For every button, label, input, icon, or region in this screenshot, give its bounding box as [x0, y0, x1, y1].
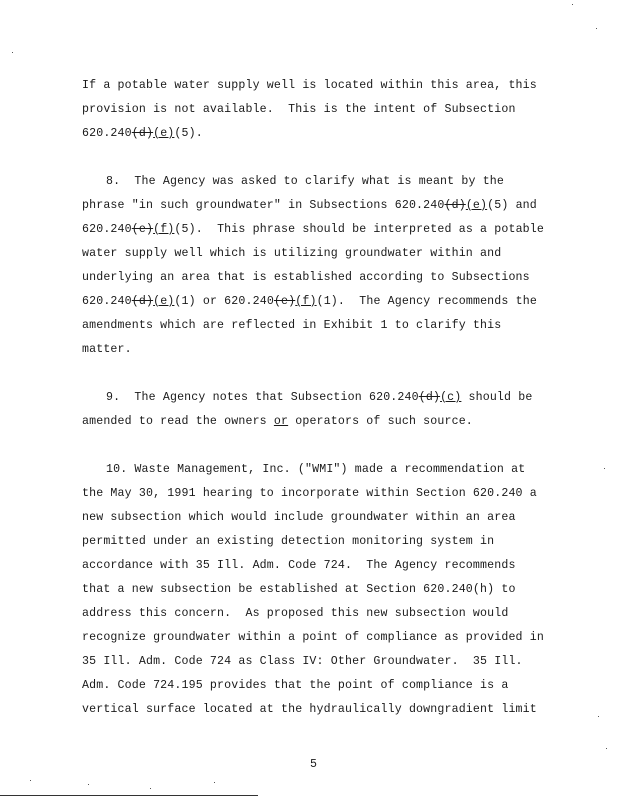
text-line: 8. The Agency was asked to clarify what is meant by the — [106, 175, 505, 188]
inserted-text: (c) — [440, 391, 462, 404]
scan-speck — [150, 788, 151, 789]
text-line: 9. The Agency notes that Subsection 620.240(d)(c) should be — [106, 391, 533, 404]
text-line: Adm. Code 724.195 provides that the point of compliance is a — [82, 679, 509, 692]
text-line: recognize groundwater within a point of compliance as provided in — [82, 631, 544, 644]
inserted-text: (f) — [295, 295, 317, 308]
text-line: 620.240(d)(e)(5). — [82, 127, 203, 140]
text-line: underlying an area that is established according to Subsections — [82, 271, 530, 284]
deleted-text: (e) — [131, 223, 154, 236]
deleted-text: (d) — [444, 199, 466, 212]
scan-speck — [572, 4, 573, 5]
scan-speck — [596, 28, 597, 29]
text-line: If a potable water supply well is located within this area, this — [82, 79, 537, 92]
inserted-text: (f) — [153, 223, 175, 236]
text-line: provision is not available. This is the intent of Subsection — [82, 103, 516, 116]
text-line: the May 30, 1991 hearing to incorporate within Section 620.240 a — [82, 487, 537, 500]
text-line: 620.240(d)(e)(1) or 620.240(e)(f)(1). The Agency recommends the — [82, 295, 537, 308]
inserted-text: (e) — [153, 295, 175, 308]
text-line: amendments which are reflected in Exhibit 1 to clarify this — [82, 319, 502, 332]
text-line: matter. — [82, 343, 132, 356]
text-line: address this concern. As proposed this new subsection would — [82, 607, 509, 620]
deleted-text: (d) — [131, 295, 154, 308]
text-line: 35 Ill. Adm. Code 724 as Class IV: Other Groundwater. 35 Ill. — [82, 655, 523, 668]
text-line: water supply well which is utilizing groundwater within and — [82, 247, 502, 260]
scan-speck — [606, 748, 607, 749]
inserted-text: (e) — [153, 127, 175, 140]
scan-speck — [30, 780, 31, 781]
deleted-text: (d) — [418, 391, 441, 404]
scan-speck — [12, 52, 13, 53]
scan-speck — [88, 784, 89, 785]
text-line: amended to read the owners or operators of such source. — [82, 415, 473, 428]
scan-speck — [598, 716, 599, 717]
text-line: phrase "in such groundwater" in Subsections 620.240(d)(e)(5) and — [82, 199, 537, 212]
inserted-text: or — [273, 415, 289, 428]
text-line: permitted under an existing detection monitoring system in — [82, 535, 495, 548]
text-line: accordance with 35 Ill. Adm. Code 724. The Agency recommends — [82, 559, 516, 572]
deleted-text: (d) — [131, 127, 154, 140]
text-line: 10. Waste Management, Inc. ("WMI") made a recommendation at — [106, 463, 526, 476]
scan-speck — [214, 782, 215, 783]
footer-rule — [0, 795, 258, 796]
deleted-text: (e) — [273, 295, 296, 308]
inserted-text: (e) — [465, 199, 488, 212]
text-line: vertical surface located at the hydraulically downgradient limit — [82, 703, 537, 716]
scan-speck — [604, 468, 605, 469]
text-line: new subsection which would include groundwater within an area — [82, 511, 516, 524]
text-line: 620.240(e)(f)(5). This phrase should be interpreted as a potable — [82, 223, 545, 236]
page-number: 5 — [310, 758, 317, 771]
text-line: that a new subsection be established at Section 620.240(h) to — [82, 583, 516, 596]
